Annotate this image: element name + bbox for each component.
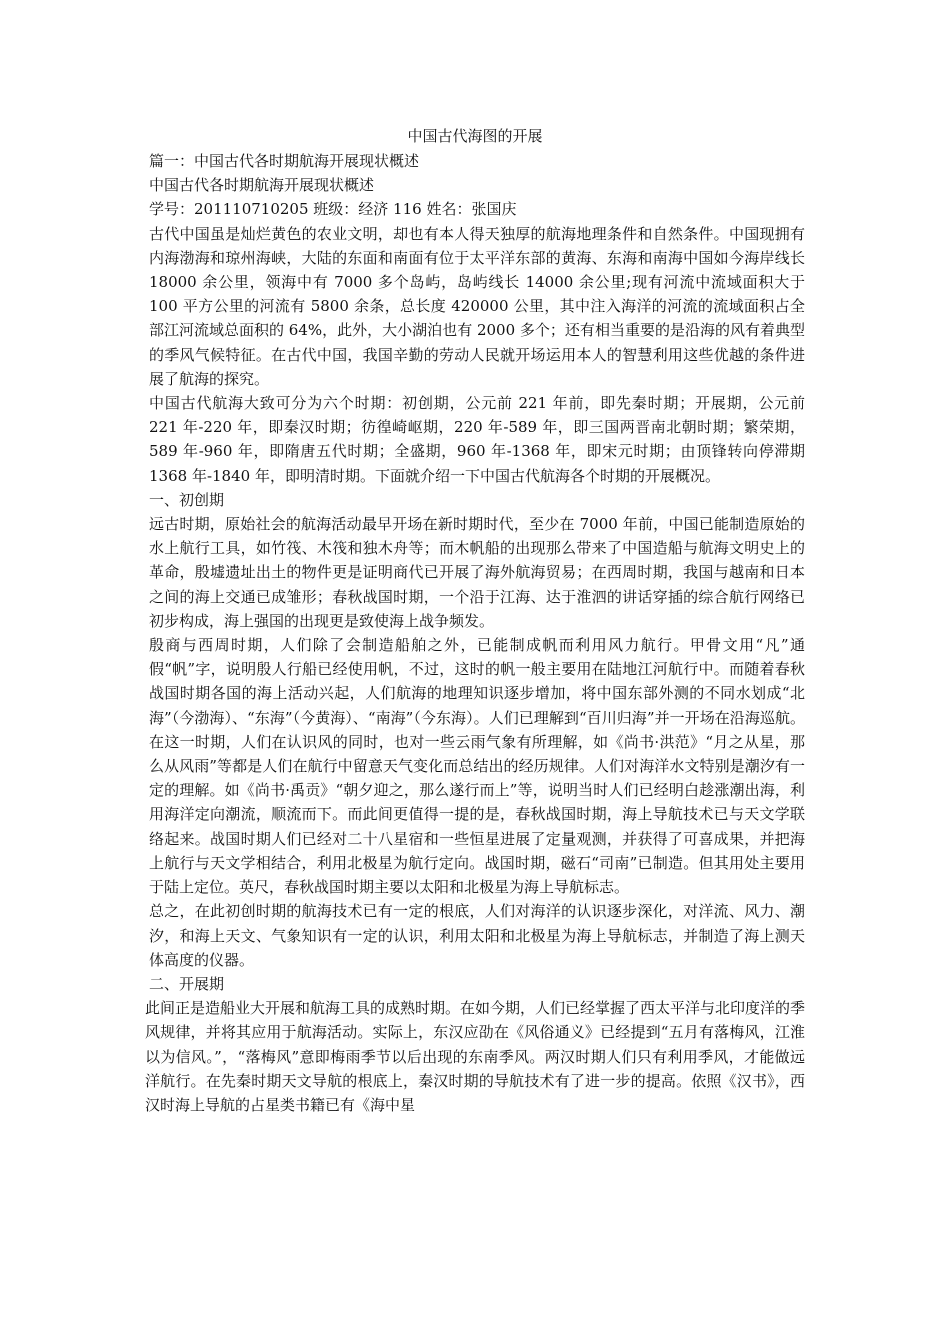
section-heading-2: 二、开展期 xyxy=(149,974,225,993)
intro-paragraph-2: 中国古代航海大致可分为六个时期：初创期，公元前 221 年前，即先秦时期；开展期，公元前 221 年-220 年，即秦汉时期；彷徨崎岖期，220 年-589 年，即三国两晋南北朝时期；繁荣期，589 年-960 年，即隋唐五代时期；全盛期，960 年-1368 年，即宋元时期；由顶锋转向停滞期 1368 年-1840 年，即明清时期。下面就介绍一下中国古代航海各个时期的开展概况。 xyxy=(149,394,805,485)
document-title: 中国古代海图的开展 xyxy=(407,127,543,145)
section2-paragraph-1: 此间正是造船业大开展和航海工具的成熟时期。在如今期，人们已经掌握了西太平洋与北印度洋的季风规律，并将其应用于航海活动。实际上，东汉应劭在《风俗通义》已经提到“五月有落梅风，江淮以为信风。”，“落梅风”意即梅雨季节以后出现的东南季风。两汉时期人们只有利用季风，才能做远洋航行。在先秦时期天文导航的根底上，秦汉时期的导航技术有了进一步的提高。依照《汉书》，西汉时海上导航的占星类书籍已有《海中星 xyxy=(145,999,806,1114)
document-subtitle: 篇一：中国古代各时期航海开展现状概述 xyxy=(149,152,420,170)
section1-paragraph-2: 殷商与西周时期，人们除了会制造船舶之外，已能制成帆而利用风力航行。甲骨文用“凡”通假“帆”字，说明殷人行船已经使用帆，不过，这时的帆一般主要用在陆地江河航行中。而随着春秋战国时期各国的海上活动兴起，人们航海的地理知识逐步增加，将中国东部外测的不同水划成“北海”（今渤海）、“东海”（今黄海）、“南海”（今东海）。人们已理解到“百川归海”并一开场在沿海巡航。在这一时期，人们在认识风的同时，也对一些云雨气象有所理解，如《尚书·洪范》“月之从星，那么从风雨”等都是人们在航行中留意天气变化而总结出的经历规律。人们对海洋水文特别是潮汐有一定的理解。如《尚书·禹贡》“朝夕迎之，那么遂行而上”等，说明当时人们已经明白趁涨潮出海，利用海洋定向潮流，顺流而下。而此间更值得一提的是，春秋战国时期，海上导航技术已与天文学联络起来。战国时期人们已经对二十八星宿和一些恒星进展了定量观测，并获得了可喜成果，并把海上航行与天文学相结合，利用北极星为航行定向。战国时期，磁石“司南”已制造。但其用处主要用于陆上定位。英尺，春秋战国时期主要以太阳和北极星为海上导航标志。 xyxy=(149,636,805,897)
section1-paragraph-1: 远古时期，原始社会的航海活动最早开场在新时期时代，至少在 7000 年前，中国已能制造原始的水上航行工具，如竹筏、木筏和独木舟等；而木帆船的出现那么带来了中国造船与航海文明史上的革命，殷墟遗址出土的物件更是证明商代已开展了海外航海贸易；在西周时期，我国与越南和日本之间的海上交通已成雏形；春秋战国时期，一个沿于江海、达于淮泗的讲话穿插的综合航行网络已初步构成，海上强国的出现更是致使海上战争频发。 xyxy=(149,515,805,630)
section1-paragraph-3: 总之，在此初创时期的航海技术已有一定的根底，人们对海洋的认识逐步深化，对洋流、风力、潮汐，和海上天文、气象知识有一定的认识，利用太阳和北极星为海上导航标志，并制造了海上测天体高度的仪器。 xyxy=(149,902,805,969)
author-meta: 学号：201110710205 班级：经济 116 姓名：张国庆 xyxy=(149,200,517,219)
document-page xyxy=(145,123,805,1117)
intro-paragraph-1: 古代中国虽是灿烂黄色的农业文明，却也有本人得天独厚的航海地理条件和自然条件。中国现拥有内海渤海和琼州海峡，大陆的东面和南面有位于太平洋东部的黄海、东海和南海中国如今海岸线长 18000 余公里，领海中有 7000 多个岛屿，岛屿线长 14000 余公里;现有河流中流域面积大于 100 平方公里的河流有 5800 余条，总长度 420000 公里，其中注入海洋的河流的流域面积占全部江河流域总面积的 64%，此外，大小湖泊也有 2000 多个；还有相当重要的是沿海的风有着典型的季风气候特征。在古代中国，我国辛勤的劳动人民就开场运用本人的智慧利用这些优越的条件进展了航海的探究。 xyxy=(149,224,805,388)
document-heading: 中国古代各时期航海开展现状概述 xyxy=(149,176,375,195)
section-heading-1: 一、初创期 xyxy=(149,490,225,509)
